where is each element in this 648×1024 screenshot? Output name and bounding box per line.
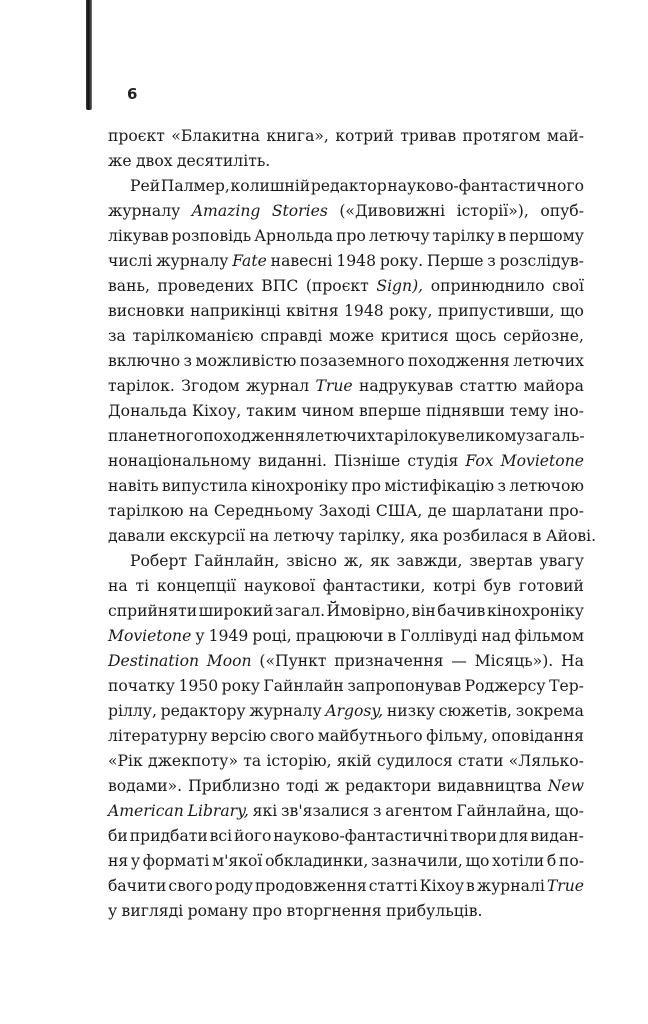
text-line: ня у форматі м'якої обкладинки, зазначили, що хотіли б по- <box>108 852 584 870</box>
text-line: Movietone у 1949 році, працюючи в Голлівуді над фільмом <box>108 627 584 645</box>
text-line: лікував розповідь Арнольда про летючу тарілку в першому <box>108 227 584 245</box>
text-line: Роберт Гайнлайн, звісно ж, як завжди, звертав увагу <box>130 552 584 570</box>
text-line: би придбати всі його науково-фантастичні твори для видан- <box>108 827 584 845</box>
text-line: проєкт «Блакитна книга», котрий тривав протягом май- <box>108 127 584 145</box>
body-text <box>108 124 597 924</box>
text-line: давали екскурсії на летючу тарілку, яка розбилася в Айові. <box>108 527 597 545</box>
text-line: числі журналу Fate навесні 1948 року. Перше з розслідув- <box>108 252 584 270</box>
text-line: бачити свого роду продовження статті Кіхоу в журналі True <box>108 877 584 895</box>
text-line: сприйняти широкий загал. Ймовірно, він бачив кінохроніку <box>108 602 584 620</box>
text-line: планетного походження летючих тарілок у великому загаль- <box>108 427 585 445</box>
text-line: водами». Приблизно тоді ж редактори видавництва New <box>108 777 584 795</box>
text-line: American Library, які зв'язалися з агентом Гайнлайна, що- <box>108 802 584 820</box>
paragraph <box>108 124 584 174</box>
text-line: тарілок. Згодом журнал True надрукував статтю майора <box>108 377 584 395</box>
text-line: нонаціональному виданні. Пізніше студія Fox Movietone <box>108 452 584 470</box>
text-line: початку 1950 року Гайнлайн запропонував Роджерсу Тер- <box>108 677 584 695</box>
text-line: вань, проведених ВПС (проєкт Sign), опринюднило свої <box>108 277 584 295</box>
text-line: «Рік джекпоту» та історію, якій судилося стати «Лялько- <box>108 752 584 770</box>
text-line: Рей Палмер, колишній редактор науково-фантастичного <box>130 177 584 195</box>
text-line: у вигляді роману про вторгнення прибульців. <box>108 902 483 920</box>
text-line: журналу Amazing Stories («Дивовижні історії»), опуб- <box>108 202 584 220</box>
page-edge-mark <box>86 0 92 110</box>
text-line: на ті концепції наукової фантастики, котрі був готовий <box>108 577 584 595</box>
text-line: навіть випустила кінохроніку про містифікацію з летючою <box>108 477 584 495</box>
text-line: Дональда Кіхоу, таким чином вперше піднявши тему іно- <box>108 402 584 420</box>
text-line: ріллу, редактору журналу Argosy, низку сюжетів, зокрема <box>108 702 584 720</box>
paragraph <box>108 549 584 924</box>
text-line: же двох десятиліть. <box>108 152 271 170</box>
text-line: літературну версію свого майбутнього фільму, оповідання <box>108 727 584 745</box>
page-number: 6 <box>127 85 138 103</box>
text-line: за тарілкоманією справді може критися щось серйозне, <box>108 327 584 345</box>
text-line: Destination Moon («Пункт призначення — Місяць»). На <box>108 652 584 670</box>
paragraph <box>108 174 597 549</box>
text-line: включно з можливістю позаземного походження летючих <box>108 352 584 370</box>
text-line: тарілкою на Середньому Заході США, де шарлатани про- <box>108 502 584 520</box>
text-line: висновки наприкінці квітня 1948 року, припустивши, що <box>108 302 584 320</box>
